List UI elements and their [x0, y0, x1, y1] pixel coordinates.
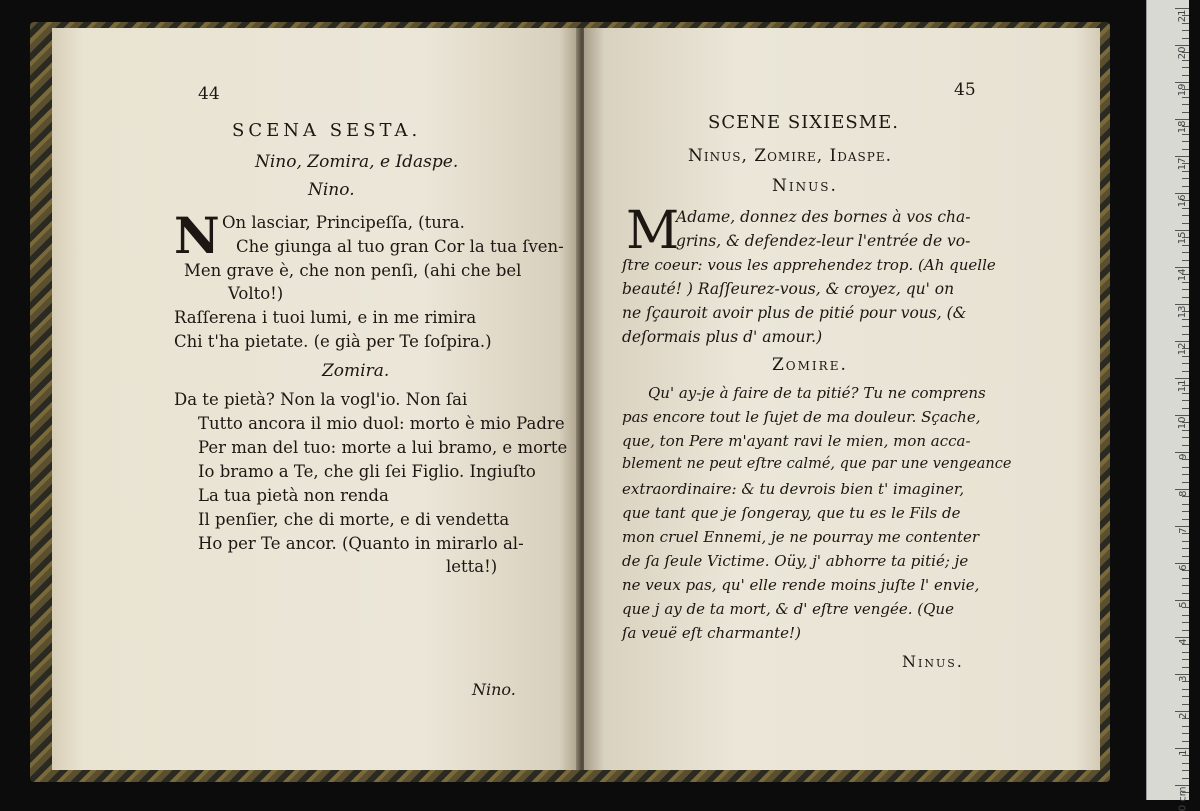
ruler-label: 19 [1178, 84, 1189, 97]
ruler-tick [1182, 186, 1189, 187]
ruler-tick [1182, 615, 1189, 616]
prose-line: extraordinaire: & tu devrois bien t' imaginer, [622, 480, 964, 498]
ruler-tick [1182, 97, 1189, 98]
ruler-tick [1182, 297, 1189, 298]
verse-line: Che giunga al tuo gran Cor la tua ſven- [236, 237, 564, 256]
ruler-tick [1182, 319, 1189, 320]
right-page [584, 28, 1100, 770]
prose-line: grins, & defendez-leur l'entrée de vo- [676, 232, 970, 250]
verse-line: Raſſerena i tuoi lumi, e in me rimira [174, 308, 476, 327]
verse-line: Il penſier, che di morte, e di vendetta [198, 510, 509, 529]
ruler-tick [1182, 223, 1189, 224]
ruler-tick [1182, 289, 1189, 290]
speaker-zomira: Zomira. [322, 361, 389, 381]
ruler-tick [1182, 622, 1189, 623]
verse-line: Per man del tuo: morte a lui bramo, e morte [198, 438, 567, 457]
ruler-tick [1182, 141, 1189, 142]
ruler-tick [1182, 511, 1189, 512]
ruler-tick [1182, 260, 1189, 261]
prose-line: deſormais plus d' amour.) [622, 328, 822, 346]
characters-left: Nino, Zomira, e Idaspe. [255, 152, 458, 172]
ruler-label: 12 [1178, 343, 1189, 356]
ruler-tick [1182, 519, 1189, 520]
ruler-label: 13 [1178, 306, 1189, 319]
measuring-ruler [1146, 0, 1189, 800]
ruler-label: 21 [1178, 10, 1189, 23]
verse-line: letta!) [446, 557, 497, 576]
ruler-tick [1182, 652, 1189, 653]
page-number-right: 45 [954, 80, 976, 100]
catchword-right: Ninus. [902, 652, 964, 671]
ruler-tick [1182, 171, 1189, 172]
ruler-tick [1182, 548, 1189, 549]
prose-line: Qu' ay-je à faire de ta pitié? Tu ne comprens [648, 384, 986, 402]
prose-line: que tant que je ſongeray, que tu es le Fils de [622, 504, 961, 522]
ruler-tick [1182, 482, 1189, 483]
prose-line: ne ſçauroit avoir plus de pitié pour vous, (& [622, 304, 966, 322]
ruler-label: 10 [1178, 417, 1189, 430]
prose-line: beauté! ) Raſſeurez-vous, & croyez, qu' on [622, 280, 954, 298]
verse-line: Chi t'ha pietate. (e già per Te ſoſpira.) [174, 332, 492, 351]
ruler-tick [1182, 778, 1189, 779]
speaker-nino: Nino. [308, 180, 355, 200]
ruler-label: 14 [1178, 269, 1189, 282]
ruler-tick [1182, 30, 1189, 31]
ruler-tick [1182, 326, 1189, 327]
prose-line: pas encore tout le ſujet de ma douleur. Sçache, [622, 408, 980, 426]
ruler-tick [1182, 556, 1189, 557]
prose-line: Adame, donnez des bornes à vos cha- [676, 208, 971, 226]
page-number-left: 44 [198, 84, 220, 104]
ruler-tick [1182, 770, 1189, 771]
ruler-tick [1182, 689, 1189, 690]
ruler-tick [1182, 474, 1189, 475]
ruler-tick [1182, 445, 1189, 446]
ruler-label: 8 [1178, 491, 1189, 497]
ruler-label: 20 [1178, 47, 1189, 60]
drop-cap-right: M [626, 206, 679, 256]
prose-line: que j ay de ta mort, & d' eſtre vengée. (Que [622, 600, 954, 618]
verse-line: La tua pietà non renda [198, 486, 389, 505]
prose-line: blement ne peut eſtre calmé, que par une vengeance [622, 456, 1011, 472]
ruler-tick [1182, 356, 1189, 357]
prose-line: ſtre coeur: vous les apprehendez trop. (Ah quelle [622, 256, 996, 274]
ruler-tick [1182, 75, 1189, 76]
ruler-tick [1182, 741, 1189, 742]
prose-line: de ſa ſeule Victime. Oüy, j' abhorre ta pitié; je [622, 552, 968, 570]
ruler-tick [1182, 593, 1189, 594]
ruler-tick [1182, 585, 1189, 586]
ruler-tick [1182, 667, 1189, 668]
prose-line: ſa veuë eſt charmante!) [622, 624, 801, 642]
ruler-label: 4 [1178, 639, 1189, 645]
verse-line: Io bramo a Te, che gli ſei Figlio. Ingiuſto [198, 462, 536, 481]
ruler-label: 17 [1178, 158, 1189, 171]
speaker-zomire: Zomire. [772, 355, 848, 375]
ruler-tick [1182, 104, 1189, 105]
left-page [52, 28, 580, 770]
ruler-tick [1182, 437, 1189, 438]
ruler-tick [1182, 334, 1189, 335]
ruler-tick [1182, 112, 1189, 113]
ruler-tick [1182, 363, 1189, 364]
ruler-tick [1182, 149, 1189, 150]
ruler-label: 2 [1178, 713, 1189, 719]
verse-line: Da te pietà? Non la vogl'io. Non ſai [174, 390, 467, 409]
ruler-label: 16 [1178, 195, 1189, 208]
ruler-tick [1182, 282, 1189, 283]
ruler-tick [1182, 430, 1189, 431]
ruler-label: 3 [1178, 676, 1189, 682]
ruler-tick [1182, 134, 1189, 135]
ruler-tick [1182, 704, 1189, 705]
ruler-label: 6 [1178, 565, 1189, 571]
ruler-tick [1182, 541, 1189, 542]
ruler-tick [1182, 67, 1189, 68]
ruler-tick [1182, 393, 1189, 394]
ruler-label: 5 [1178, 602, 1189, 608]
ruler-tick [1182, 578, 1189, 579]
ruler-tick [1182, 400, 1189, 401]
ruler-tick [1182, 408, 1189, 409]
ruler-tick [1182, 630, 1189, 631]
ruler-tick [1182, 23, 1189, 24]
ruler-tick [1182, 208, 1189, 209]
ruler-tick [1182, 38, 1189, 39]
ruler-tick [1182, 245, 1189, 246]
scene-title-right: SCENE SIXIESME. [708, 112, 899, 133]
catchword-left: Nino. [472, 680, 516, 699]
ruler-tick [1182, 763, 1189, 764]
ruler-tick [1182, 726, 1189, 727]
ruler-label: 18 [1178, 121, 1189, 134]
speaker-ninus: Ninus. [772, 176, 838, 196]
ruler-tick [1182, 733, 1189, 734]
ruler-tick [1182, 178, 1189, 179]
ruler-tick [1182, 659, 1189, 660]
ruler-tick [1182, 696, 1189, 697]
ruler-label: 1 [1178, 750, 1189, 756]
prose-line: ne veux pas, qu' elle rende moins juſte l' envie, [622, 576, 979, 594]
ruler-label: 7 [1178, 528, 1189, 534]
ruler-tick [1182, 252, 1189, 253]
characters-right: Ninus, Zomire, Idaspe. [688, 146, 892, 166]
ruler-tick [1182, 467, 1189, 468]
ruler-tick [1182, 371, 1189, 372]
verse-line: Men grave è, che non penſi, (ahi che bel [184, 261, 521, 280]
ruler-tick [1182, 504, 1189, 505]
ruler-label: 0 cm [1178, 787, 1189, 811]
ruler-tick [1182, 215, 1189, 216]
ruler-label: 11 [1178, 380, 1189, 393]
scene-title-left: SCENA SESTA. [232, 120, 421, 141]
ruler-label: 9 [1178, 454, 1189, 460]
verse-line: Volto!) [228, 284, 283, 303]
verse-line: Ho per Te ancor. (Quanto in mirarlo al- [198, 534, 524, 553]
prose-line: que, ton Pere m'ayant ravi le mien, mon acca- [622, 432, 971, 450]
verse-line: Tutto ancora il mio duol: morto è mio Padre [198, 414, 565, 433]
drop-cap-left: N [174, 211, 220, 261]
ruler-tick [1182, 60, 1189, 61]
prose-line: mon cruel Ennemi, je ne pourray me contenter [622, 528, 979, 546]
ruler-label: 15 [1178, 232, 1189, 245]
verse-line: On lasciar, Principeſſa, (tura. [222, 213, 465, 232]
